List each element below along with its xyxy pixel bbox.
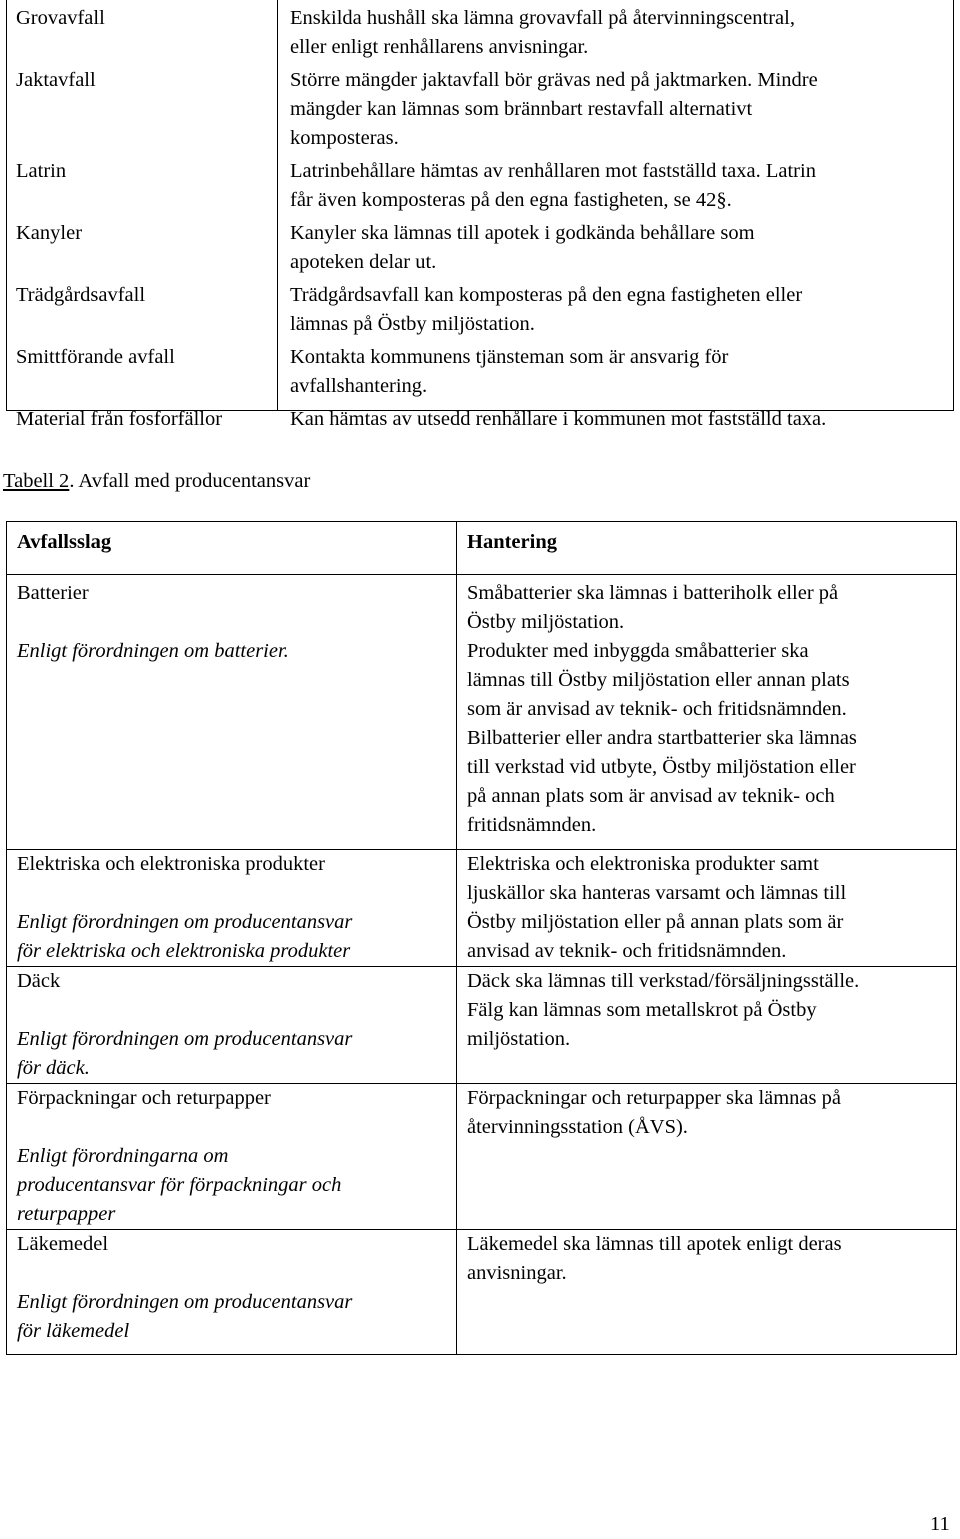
table-row (7, 967, 957, 1084)
waste-type-name: Elektriska och elektroniska produkter (17, 853, 325, 875)
table-row (6, 277, 954, 339)
waste-type-cell (7, 850, 457, 967)
handling-cell: Förpackningar och returpapper ska lämnas på återvinningsstation (ÅVS). (457, 1084, 957, 1230)
waste-type-name: Däck (17, 970, 61, 992)
handling-cell: Större mängder jaktavfall bör grävas ned på jaktmarken. Mindre mängder kan lämnas som brännbart restavfall alternativt komposteras. (290, 69, 818, 149)
waste-type-cell: Smittförande avfall (16, 346, 175, 368)
regulation-text: för läkemedel (17, 1320, 130, 1342)
handling-cell: Enskilda hushåll ska lämna grovavfall på återvinningscentral, eller enligt renhållarens anvisningar. (290, 7, 795, 58)
waste-type-cell: Trädgårdsavfall (16, 284, 146, 306)
caption-label: Tabell 2 (3, 470, 70, 492)
waste-type-cell: Jaktavfall (16, 69, 96, 91)
regulation-text: Enligt förordningen om producentansvar (17, 1028, 353, 1050)
table-row (7, 1230, 957, 1355)
waste-type-name: Läkemedel (17, 1233, 109, 1255)
table-row (7, 575, 957, 850)
table-caption (3, 467, 310, 496)
handling-cell: Kanyler ska lämnas till apotek i godkända behållare som apoteken delar ut. (290, 222, 755, 273)
table-row (6, 0, 954, 62)
regulation-text: Enligt förordningen om producentansvar (17, 911, 353, 933)
handling-cell: Latrinbehållare hämtas av renhållaren mot fastställd taxa. Latrin får även komposteras på den egna fastigheten, se 42§. (290, 160, 816, 211)
regulation-text: för elektriska och elektroniska produkter (17, 940, 351, 962)
waste-type-name: Batterier (17, 582, 89, 604)
regulation-text: returpapper (17, 1203, 116, 1225)
regulation-text: för däck. (17, 1057, 90, 1079)
table-row (6, 401, 954, 436)
handling-cell: Läkemedel ska lämnas till apotek enligt deras anvisningar. (457, 1230, 957, 1355)
regulation-text: Enligt förordningen om producentansvar (17, 1291, 353, 1313)
waste-type-name: Förpackningar och returpapper (17, 1087, 271, 1109)
waste-type-cell: Grovavfall (16, 7, 105, 29)
waste-type-cell (7, 1084, 457, 1230)
handling-cell: Småbatterier ska lämnas i batteriholk eller på Östby miljöstation. Produkter med inbyggda småbatterier ska lämnas till Östby miljöstation eller annan plats som är anvisad av teknik- och fritidsnämnden. Bilbatterier eller andra startbatterier ska lämnas till verkstad vid utbyte, Östby miljöstation eller på annan plats som är anvisad av teknik- och fritidsnämnden. (457, 575, 957, 850)
waste-type-cell: Material från fosforfällor (16, 408, 223, 430)
handling-cell: Däck ska lämnas till verkstad/försäljningsställe. Fälg kan lämnas som metallskrot på Östby miljöstation. (457, 967, 957, 1084)
table-row (7, 850, 957, 967)
table-header-row (7, 522, 957, 575)
caption-text: . Avfall med producentansvar (69, 470, 311, 492)
column-header-handling: Hantering (457, 522, 957, 575)
waste-type-cell (7, 967, 457, 1084)
handling-cell: Kontakta kommunens tjänsteman som är ansvarig för avfallshantering. (290, 346, 729, 397)
handling-cell: Kan hämtas av utsedd renhållare i kommunen mot fastställd taxa. (290, 408, 827, 430)
handling-cell: Elektriska och elektroniska produkter samt ljuskällor ska hanteras varsamt och lämnas till Östby miljöstation eller på annan plats som är anvisad av teknik- och fritidsnämnden. (457, 850, 957, 967)
waste-type-cell (7, 1230, 457, 1355)
waste-type-cell (7, 575, 457, 850)
table-row (6, 339, 954, 401)
waste-table-continued (6, 0, 954, 436)
table-row (7, 1084, 957, 1230)
page-number: 11 (930, 1513, 950, 1535)
waste-type-cell: Latrin (16, 160, 67, 182)
regulation-text: Enligt förordningarna om (17, 1145, 229, 1167)
handling-cell: Trädgårdsavfall kan komposteras på den egna fastigheten eller lämnas på Östby miljöstation. (290, 284, 803, 335)
table-row (6, 153, 954, 215)
regulation-text: Enligt förordningen om batterier. (17, 640, 289, 662)
column-header-type: Avfallsslag (7, 522, 457, 575)
regulation-text: producentansvar för förpackningar och (17, 1174, 342, 1196)
producer-responsibility-table (6, 521, 957, 1355)
table-row (6, 62, 954, 153)
table-row (6, 215, 954, 277)
waste-type-cell: Kanyler (16, 222, 83, 244)
